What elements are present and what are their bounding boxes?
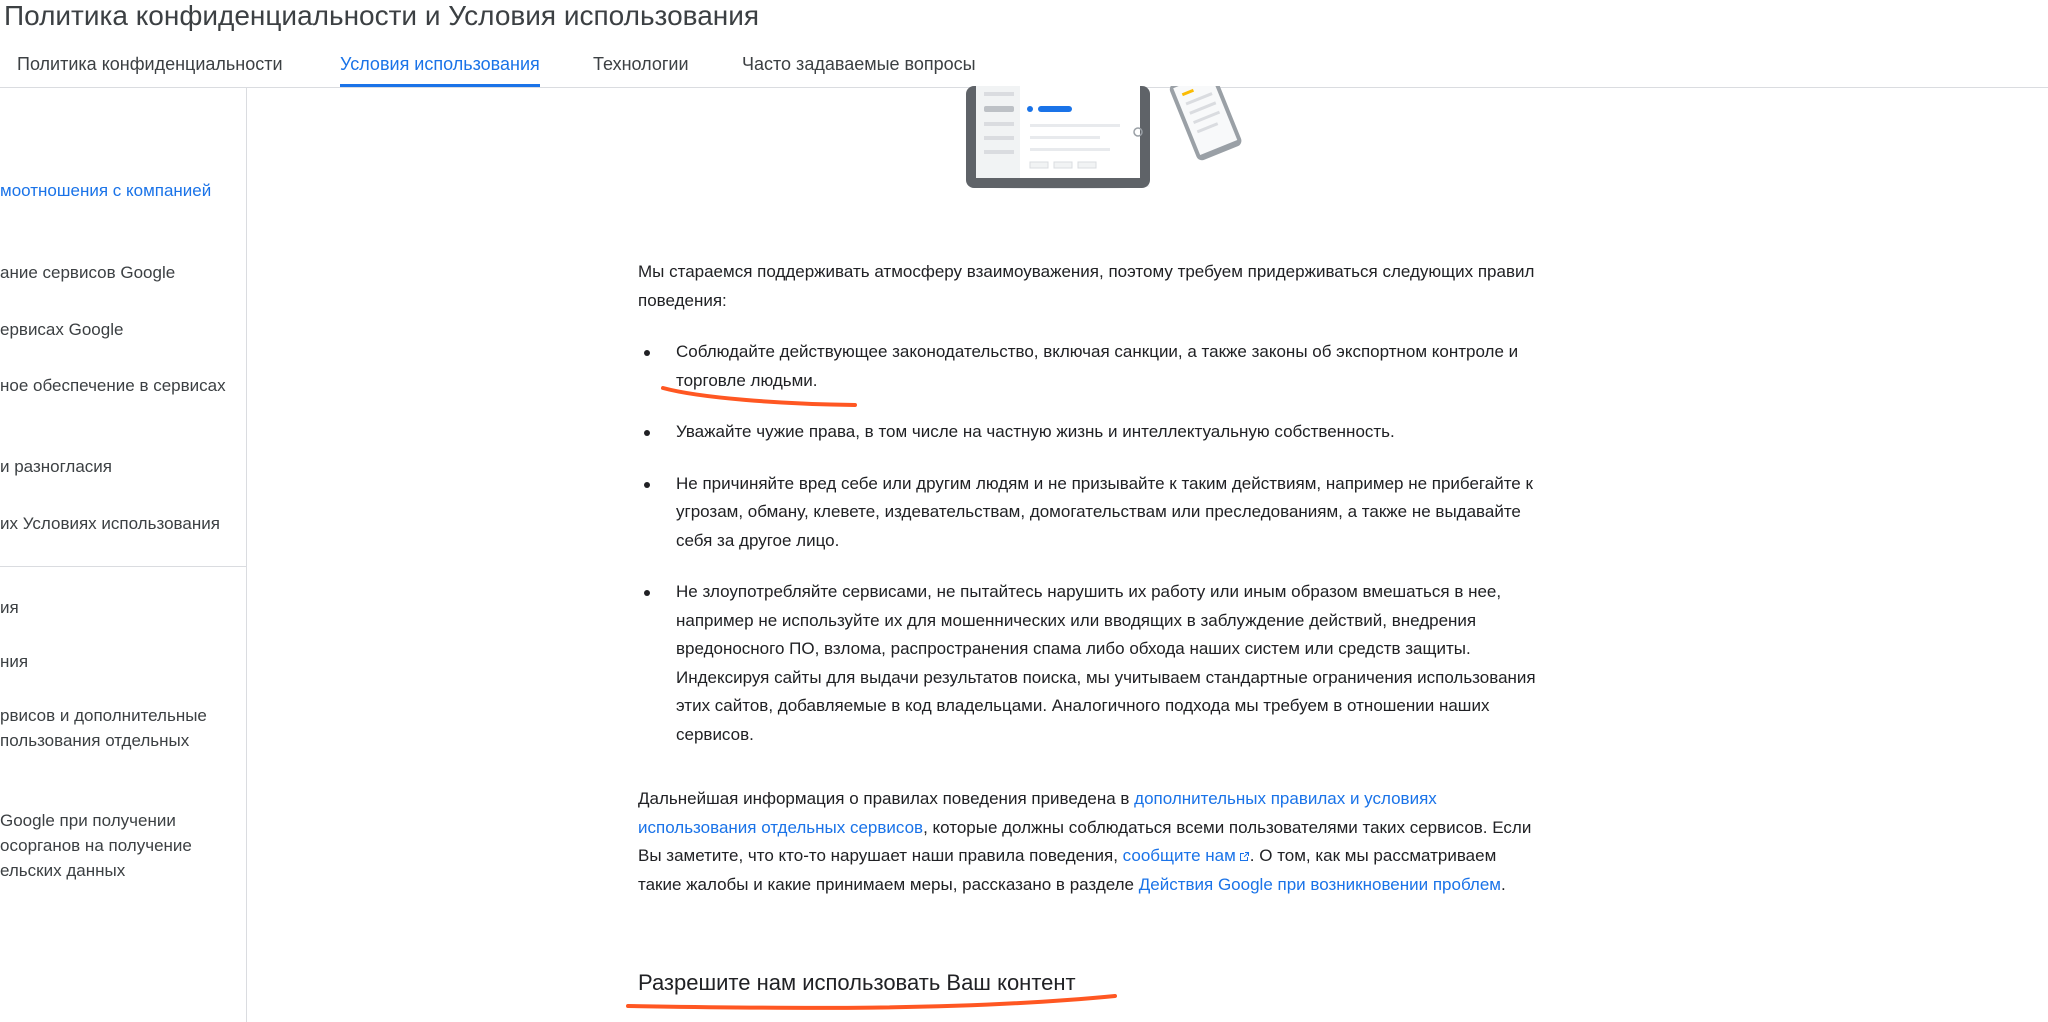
sidebar-nav (0, 88, 247, 1022)
tablet-illustration (900, 86, 1260, 191)
section-heading: Разрешите нам использовать Ваш контент (638, 970, 1076, 995)
list-item: Не злоупотребляйте сервисами, не пытайтесь нарушить их работу или иным образом вмешаться в нее, например не используйте их для мошеннических или вводящих в заблуждение действий, внедрения вредоносного ПО, взлома, распространения спама либо обхода наших систем или средств защиты. Индексируя сайты для выдачи результатов поиска, мы учитываем стандартные ограничения использования этих сайтов, добавляемые в код владельцами. Аналогичного подхода мы требуем в отношении наших сервисов. (638, 578, 1538, 749)
further-text-3: . О том, как мы рассматриваем такие жалобы и какие принимаем меры, рассказано в разделе (638, 846, 1497, 894)
contact-us-link[interactable] (1123, 846, 1250, 865)
further-text-1: Дальнейшая информация о правилах поведения приведена в (638, 789, 1135, 808)
sidebar-item-label: ельских данных (0, 861, 126, 880)
sidebar-item-label: рвисов и дополнительные (0, 706, 207, 725)
sidebar-item-section-b[interactable]: ния (0, 652, 29, 671)
sidebar-item-label: Google при получении (0, 811, 176, 830)
sidebar-item-relationship[interactable]: моотношения с компанией (0, 181, 212, 200)
external-link-icon (1238, 851, 1250, 863)
tab-faq[interactable]: Часто задаваемые вопросы (742, 54, 976, 74)
contact-us-label: сообщите нам (1122, 846, 1236, 865)
sidebar-item-software[interactable]: ное обеспечение в сервисах (0, 376, 226, 395)
intro-paragraph: Мы стараемся поддерживать атмосферу взаимоуважения, поэтому требуем придерживаться следующих правил поведения: (638, 262, 1535, 310)
annotation-underline-2 (628, 996, 1115, 1008)
additional-terms-link[interactable]: дополнительных правилах и условиях использования отдельных сервисов (638, 789, 1437, 837)
sidebar-item-using-services[interactable]: ание сервисов Google (0, 263, 176, 282)
sidebar-item-about-terms[interactable]: их Условиях использования (0, 514, 220, 533)
further-text-4: . (1501, 874, 1506, 894)
tab-bar (0, 50, 2048, 88)
sidebar-item-section-a[interactable]: ия (0, 598, 19, 617)
list-item: Не причиняйте вред себе или другим людям и не призывайте к таким действиям, например не прибегайте к угрозам, обману, клевете, издевательствам, домогательствам или преследованиям, а также не выдавайте себя за другое лицо. (638, 470, 1538, 556)
further-text-2: , которые должны соблюдаться всеми пользователями таких сервисов. Если Вы заметите, что кто-то нарушает наши правила поведения, (638, 817, 1532, 865)
sidebar-item-label: пользования отдельных (0, 731, 190, 750)
rules-list (638, 338, 1538, 749)
sidebar-item-government-requests[interactable] (0, 808, 240, 883)
tab-terms-of-service[interactable]: Условия использования (340, 50, 540, 87)
page-title: Политика конфиденциальности и Условия использования (4, 0, 760, 31)
sidebar-item-service-terms[interactable] (0, 703, 240, 753)
list-item: Соблюдайте действующее законодательство, включая санкции, а также законы об экспортном контроле и торговле людьми. (638, 338, 1538, 395)
sidebar-item-disputes[interactable]: и разногласия (0, 457, 112, 476)
tab-technologies[interactable]: Технологии (593, 54, 689, 74)
list-item: Уважайте чужие права, в том числе на частную жизнь и интеллектуальную собственность. (638, 418, 1538, 447)
sidebar-divider (0, 566, 246, 567)
tab-privacy-policy[interactable]: Политика конфиденциальности (17, 54, 283, 74)
further-info-paragraph (638, 785, 1538, 899)
sidebar-item-label: осорганов на получение (0, 836, 192, 855)
sidebar-item-content-in-services[interactable]: ервисах Google (0, 320, 124, 339)
google-actions-link[interactable]: Действия Google при возникновении проблем (1138, 874, 1501, 894)
